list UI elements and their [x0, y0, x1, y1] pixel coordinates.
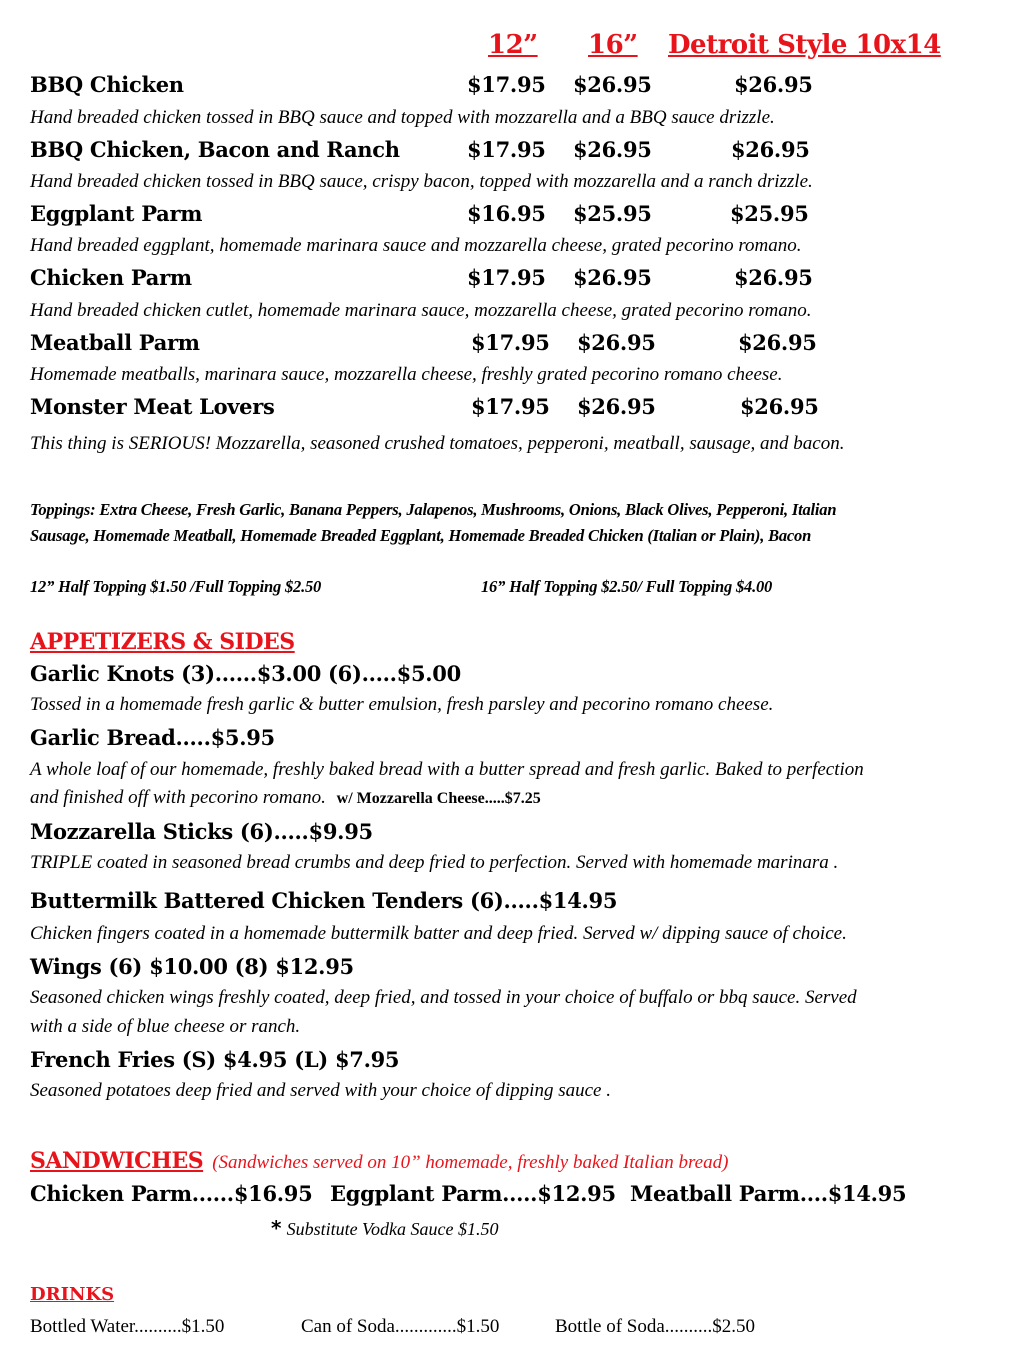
pizza-item-name: Meatball Parm	[30, 330, 200, 355]
sandwiches-heading-row	[30, 1148, 728, 1174]
garlic-bread-name: Garlic Bread.....$5.95	[30, 725, 275, 750]
french-fries-desc: Seasoned potatoes deep fried and served with your choice of dipping sauce .	[30, 1080, 611, 1101]
drink-bottled-water: Bottled Water..........$1.50	[30, 1316, 225, 1337]
topping-price-12: 12” Half Topping $1.50 /Full Topping $2.50	[30, 577, 322, 596]
topping-price-16: 16” Half Topping $2.50/ Full Topping $4.00	[481, 577, 773, 596]
pizza-item-name: BBQ Chicken, Bacon and Ranch	[30, 137, 400, 162]
pizza-price-detroit: $26.95	[738, 330, 817, 355]
pizza-item-name: Chicken Parm	[30, 265, 192, 290]
drink-bottle-of-soda: Bottle of Soda..........$2.50	[555, 1316, 756, 1337]
pizza-item-name: Eggplant Parm	[30, 201, 203, 226]
pizza-price-16: $25.95	[573, 201, 652, 226]
pizza-item-name: BBQ Chicken	[30, 72, 184, 97]
toppings-list-line1: Toppings: Extra Cheese, Fresh Garlic, Banana Peppers, Jalapenos, Mushrooms, Onions, Black Olives, Pepperoni, Italian	[30, 500, 837, 519]
pizza-item-desc: Homemade meatballs, marinara sauce, mozzarella cheese, freshly grated pecorino romano cheese.	[30, 364, 783, 385]
pizza-price-detroit: $25.95	[730, 201, 809, 226]
header-16-inch: 16”	[588, 30, 638, 60]
vodka-sauce-note	[271, 1216, 499, 1240]
garlic-bread-desc-line2	[30, 787, 541, 809]
garlic-knots-name: Garlic Knots (3)......$3.00 (6).....$5.00	[30, 661, 461, 686]
pizza-price-detroit: $26.95	[731, 137, 810, 162]
sandwich-meatball-parm: Meatball Parm....$14.95	[630, 1181, 907, 1206]
toppings-list-line2: Sausage, Homemade Meatball, Homemade Breaded Eggplant, Homemade Breaded Chicken (Italian or Plain), Bacon	[30, 526, 812, 545]
pizza-price-12: $17.95	[467, 265, 546, 290]
pizza-item-desc: Hand breaded chicken tossed in BBQ sauce, crispy bacon, topped with mozzarella and a ranch drizzle.	[30, 171, 813, 192]
pizza-price-16: $26.95	[573, 265, 652, 290]
header-detroit-style: Detroit Style 10x14	[668, 30, 941, 60]
header-12-inch: 12”	[488, 30, 538, 60]
mozzarella-sticks-name: Mozzarella Sticks (6).....$9.95	[30, 819, 373, 844]
wings-desc-line1: Seasoned chicken wings freshly coated, deep fried, and tossed in your choice of buffalo or bbq sauce. Served	[30, 987, 857, 1008]
pizza-price-detroit: $26.95	[734, 265, 813, 290]
sandwiches-note: (Sandwiches served on 10” homemade, freshly baked Italian bread)	[212, 1152, 729, 1173]
drinks-heading: DRINKS	[30, 1284, 115, 1305]
wings-desc-line2: with a side of blue cheese or ranch.	[30, 1016, 301, 1037]
pizza-price-16: $26.95	[577, 394, 656, 419]
french-fries-name: French Fries (S) $4.95 (L) $7.95	[30, 1047, 400, 1072]
pizza-price-detroit: $26.95	[734, 72, 813, 97]
garlic-bread-desc-text: and finished off with pecorino romano.	[30, 787, 326, 808]
pizza-item-desc: Hand breaded chicken tossed in BBQ sauce and topped with mozzarella and a BBQ sauce drizzle.	[30, 107, 775, 128]
pizza-price-16: $26.95	[573, 137, 652, 162]
pizza-price-detroit: $26.95	[740, 394, 819, 419]
pizza-price-12: $17.95	[467, 137, 546, 162]
asterisk: *	[271, 1216, 282, 1240]
pizza-item-desc: Hand breaded eggplant, homemade marinara sauce and mozzarella cheese, grated pecorino romano.	[30, 235, 802, 256]
pizza-price-12: $17.95	[471, 394, 550, 419]
pizza-item-desc: This thing is SERIOUS! Mozzarella, seasoned crushed tomatoes, pepperoni, meatball, sausage, and bacon.	[30, 433, 845, 454]
pizza-price-12: $17.95	[467, 72, 546, 97]
garlic-bread-desc-line1: A whole loaf of our homemade, freshly baked bread with a butter spread and fresh garlic. Baked to perfection	[30, 759, 864, 780]
garlic-bread-addon: w/ Mozzarella Cheese.....$7.25	[336, 790, 541, 807]
sandwiches-heading: SANDWICHES	[30, 1148, 204, 1174]
sandwich-chicken-parm: Chicken Parm......$16.95	[30, 1181, 313, 1206]
garlic-knots-desc: Tossed in a homemade fresh garlic & butter emulsion, fresh parsley and pecorino romano cheese.	[30, 694, 774, 715]
chicken-tenders-desc: Chicken fingers coated in a homemade buttermilk batter and deep fried. Served w/ dipping sauce of choice.	[30, 923, 847, 944]
pizza-price-16: $26.95	[573, 72, 652, 97]
appetizers-heading: APPETIZERS & SIDES	[30, 629, 295, 655]
pizza-price-12: $17.95	[471, 330, 550, 355]
pizza-item-name: Monster Meat Lovers	[30, 394, 275, 419]
wings-name: Wings (6) $10.00 (8) $12.95	[30, 954, 354, 979]
chicken-tenders-name: Buttermilk Battered Chicken Tenders (6).....$14.95	[30, 888, 618, 913]
pizza-item-desc: Hand breaded chicken cutlet, homemade marinara sauce, mozzarella cheese, grated pecorino romano.	[30, 300, 812, 321]
sandwich-eggplant-parm: Eggplant Parm.....$12.95	[330, 1181, 616, 1206]
pizza-price-16: $26.95	[577, 330, 656, 355]
pizza-price-12: $16.95	[467, 201, 546, 226]
mozzarella-sticks-desc: TRIPLE coated in seasoned bread crumbs and deep fried to perfection. Served with homemade marinara .	[30, 852, 839, 873]
vodka-sauce-text: Substitute Vodka Sauce $1.50	[286, 1219, 499, 1239]
drink-can-of-soda: Can of Soda.............$1.50	[301, 1316, 500, 1337]
